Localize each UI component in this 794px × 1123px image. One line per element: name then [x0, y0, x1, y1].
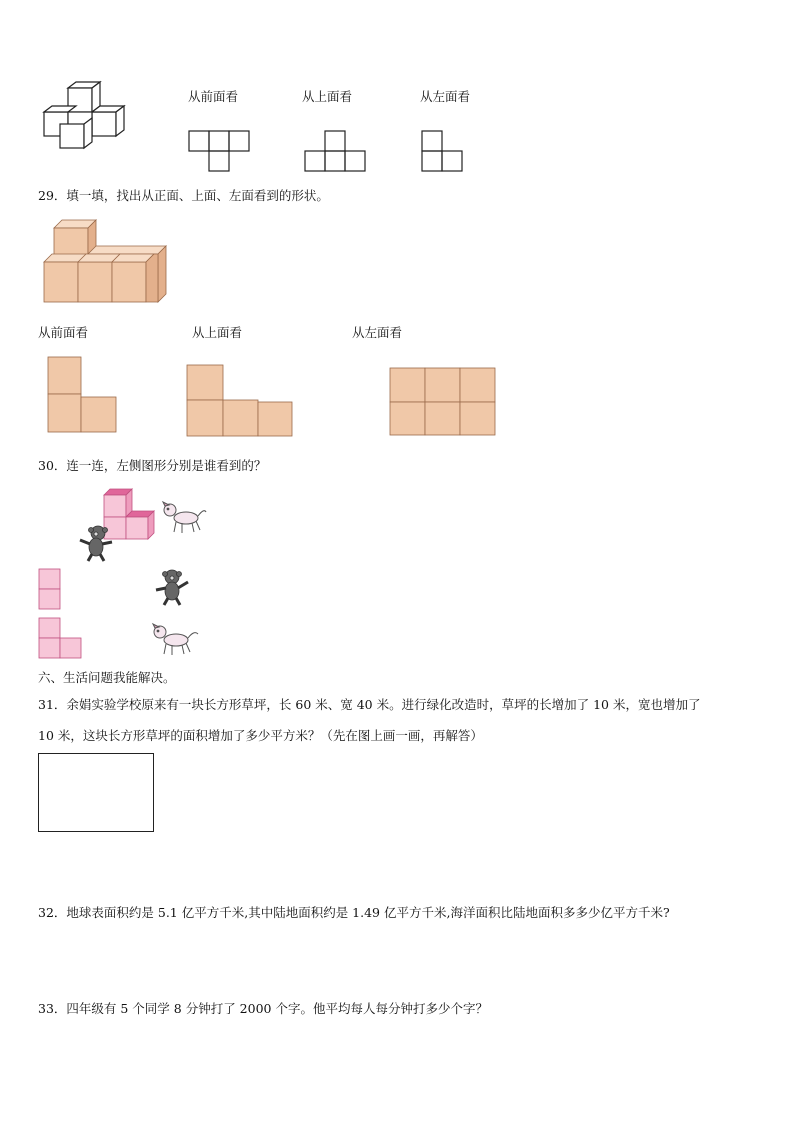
q33-text: 33．四年级有 5 个同学 8 分钟打了 2000 个字。他平均每人每分钟打多少个字？: [38, 1001, 488, 1016]
monkey-icon: [76, 524, 116, 562]
q29-view-top-label: 从上面看: [192, 325, 243, 340]
q29-left-view-shape: [389, 367, 497, 437]
section-6-title: 六、生活问题我能解决。: [38, 670, 176, 685]
q28-view-top-label: 从上面看: [302, 89, 353, 104]
dog-icon: [160, 500, 208, 536]
q28-left-view-shape: [421, 130, 463, 174]
q31-drawing-rectangle[interactable]: [38, 753, 154, 832]
monkey-icon: [152, 568, 192, 606]
q31-text-line-1: 31．余娟实验学校原来有一块长方形草坪，长 60 米、宽 40 米。进行绿化改造时，草坪的长增加了 10 米，宽也增加了: [38, 697, 701, 712]
q28-view-front-label: 从前面看: [188, 89, 239, 104]
q29-view-front-label: 从前面看: [38, 325, 89, 340]
q28-front-view-shape: [188, 130, 250, 174]
q28-top-view-shape: [304, 130, 366, 174]
q29-front-view-shape: [47, 356, 119, 434]
q32-text: 32．地球表面积约是 5.1 亿平方千米,其中陆地面积约是 1.49 亿平方千米,海洋面积比陆地面积多多少亿平方千米?: [38, 905, 670, 920]
q28-view-left-label: 从左面看: [420, 89, 471, 104]
dog-icon: [150, 622, 200, 658]
q30-pink-view-l-shape: [38, 617, 84, 661]
q29-prompt: 29．填一填，找出从正面、上面、左面看到的形状。: [38, 188, 329, 203]
q28-cube-stack-figure: [42, 86, 127, 152]
q29-view-left-label: 从左面看: [352, 325, 403, 340]
q30-prompt: 30．连一连，左侧图形分别是谁看到的？: [38, 458, 267, 473]
q30-pink-view-two-vertical: [38, 568, 62, 612]
q31-text-line-2: 10 米，这块长方形草坪的面积增加了多少平方米？（先在图上画一画，再解答）: [38, 728, 483, 743]
q29-top-view-shape: [186, 364, 294, 438]
q29-cube-stack-figure: [44, 216, 170, 308]
